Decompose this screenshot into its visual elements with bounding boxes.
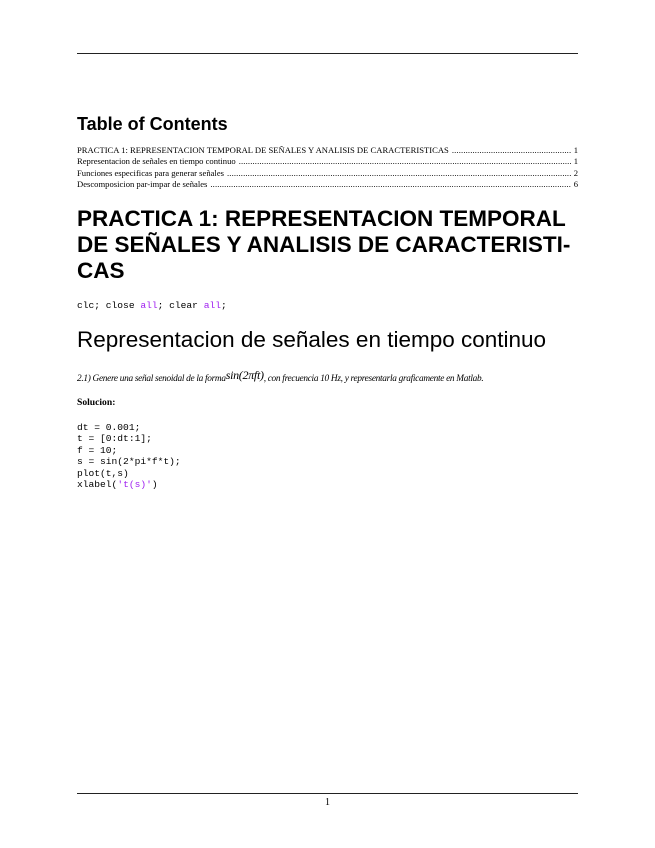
code-line: f = 10;: [77, 444, 118, 456]
toc-entry-label[interactable]: Representacion de señales en tiempo continuo: [77, 156, 236, 167]
toc-leader: [452, 145, 571, 156]
code-text: xlabel(: [77, 479, 118, 491]
code-line: s = sin(2*pi*f*t);: [77, 456, 181, 468]
toc-title: Table of Contents: [77, 114, 228, 134]
toc-entry-page[interactable]: 1: [573, 156, 578, 167]
code-text: clc; close: [77, 299, 141, 311]
toc-entry-page[interactable]: 2: [573, 167, 578, 178]
heading-line: CAS: [77, 257, 125, 283]
header-rule: [77, 53, 578, 54]
code-line: dt = 0.001;: [77, 422, 141, 434]
code-string: 't(s)': [117, 479, 152, 491]
toc-entry-label[interactable]: Descomposicion par-impar de señales: [77, 179, 208, 190]
toc-entry-page[interactable]: 1: [573, 145, 578, 155]
page-number: 1: [325, 797, 330, 808]
code-text: ;: [220, 299, 227, 311]
problem-text: , con frecuencia 10 Hz, y representarla graficamente en Matlab.: [263, 374, 484, 385]
code-line: t = [0:dt:1];: [77, 433, 152, 445]
toc-entry-page[interactable]: 6: [573, 179, 578, 190]
toc-entry[interactable]: [77, 179, 578, 190]
heading-line: DE SEÑALES Y ANALISIS DE CARACTERISTI-: [77, 231, 571, 257]
code-keyword: all: [140, 299, 158, 311]
heading-line: PRACTICA 1: REPRESENTACION TEMPORAL: [77, 205, 566, 231]
code-text: ; clear: [157, 299, 204, 311]
toc-entry-label[interactable]: PRACTICA 1: REPRESENTACION TEMPORAL DE SEÑALES Y ANALISIS DE CARACTERISTICAS: [77, 145, 449, 155]
toc-entry-label[interactable]: Funciones especificas para generar señales: [77, 167, 224, 178]
solution-label: Solucion:: [77, 397, 116, 409]
problem-text: 2.1) Genere una señal senoidal de la forma: [77, 374, 226, 385]
problem-statement: [77, 369, 578, 385]
toc-leader: [239, 156, 571, 167]
section-heading-representacion: Representacion de señales en tiempo continuo: [77, 327, 547, 353]
code-line: plot(t,s): [77, 467, 129, 479]
code-text: ): [151, 479, 158, 491]
toc-leader: [210, 179, 570, 190]
code-keyword: all: [203, 299, 221, 311]
section-heading-practica: [77, 206, 578, 284]
toc-entry[interactable]: [77, 145, 578, 156]
code-line: [77, 479, 158, 490]
table-of-contents: [77, 145, 578, 191]
code-block-init: [77, 300, 578, 311]
toc-leader: [227, 168, 571, 179]
code-block-solution: [77, 422, 578, 490]
document-body: [77, 110, 578, 490]
toc-entry[interactable]: [77, 168, 578, 179]
math-expression: sin(2πft): [225, 368, 264, 383]
footer-rule: [77, 793, 578, 794]
toc-entry[interactable]: [77, 156, 578, 167]
